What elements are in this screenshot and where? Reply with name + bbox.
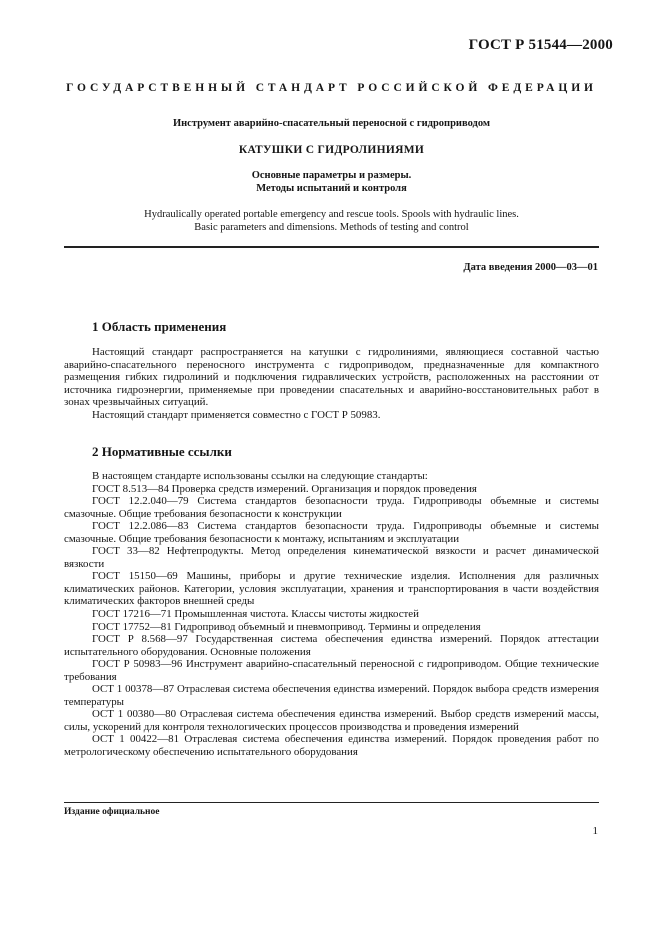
reference-item: ГОСТ Р 50983—96 Инструмент аварийно-спасательный переносной с гидроприводом. Общие технические требования <box>64 658 599 683</box>
reference-item: ГОСТ 17752—81 Гидропривод объемный и пневмопривод. Термины и определения <box>92 620 481 633</box>
page-number: 1 <box>592 825 598 837</box>
english-title-line: Hydraulically operated portable emergency and rescue tools. Spools with hydraulic lines. <box>144 209 519 220</box>
reference-item: ОСТ 1 00378—87 Отраслевая система обеспечения единства измерений. Порядок выбора средств измерения температуры <box>64 683 599 708</box>
paragraph: Настоящий стандарт применяется совместно с ГОСТ Р 50983. <box>92 408 381 421</box>
paragraph: Настоящий стандарт распространяется на катушки с гидролиниями, являющиеся составной частью аварийно-спасательного переносного инструмента с гидроприводом, предназначенные для компактного размещения гибких гидролиний и подключения гидравлических устройств, расположенных на расстоянии от источника гидроэнергии, применяемые при проведении спасательных и аварийно-восстановительных работ в зонах чрезвычайных ситуаций. <box>64 346 599 409</box>
reference-item: ГОСТ 8.513—84 Проверка средств измерений. Организация и порядок проведения <box>92 482 477 495</box>
section-2-heading: 2 Нормативные ссылки <box>92 444 232 459</box>
reference-item: ОСТ 1 00422—81 Отраслевая система обеспечения единства измерений. Порядок проведения работ по метрологическому обеспечению испытательного оборудования <box>64 733 599 759</box>
footer-divider <box>64 802 599 803</box>
reference-item: ОСТ 1 00380—80 Отраслевая система обеспечения единства измерений. Выбор средств измерений массы, силы, ускорений для контроля технологических процессов производства и проведения измерений <box>64 708 599 733</box>
document-subtitle <box>64 169 599 195</box>
english-title-line: Basic parameters and dimensions. Methods of testing and control <box>194 221 469 233</box>
subtitle-line: Методы испытаний и контроля <box>256 183 407 194</box>
section-2-body <box>64 470 599 759</box>
organization-line: ГОСУДАРСТВЕННЫЙ СТАНДАРТ РОССИЙСКОЙ ФЕДЕРАЦИИ <box>66 82 597 94</box>
english-title <box>64 209 599 234</box>
official-edition-label: Издание официальное <box>64 807 160 817</box>
section-1-body <box>64 346 599 421</box>
reference-item: ГОСТ 17216—71 Промышленная чистота. Классы чистоты жидкостей <box>92 608 419 621</box>
reference-item: ГОСТ 33—82 Нефтепродукты. Метод определения кинематической вязкости и расчет динамической вязкости <box>64 545 599 570</box>
document-code: ГОСТ Р 51544—2000 <box>468 37 613 53</box>
reference-item: ГОСТ 15150—69 Машины, приборы и другие технические изделия. Исполнения для различных климатических районов. Категории, условия эксплуатации, хранения и транспортирования в части воздействия климатических факторов внешней среды <box>64 570 599 608</box>
document-subject: Инструмент аварийно-спасательный переносной с гидроприводом <box>172 118 491 129</box>
subtitle-line: Основные параметры и размеры. <box>251 170 412 181</box>
section-1-heading: 1 Область применения <box>92 319 227 334</box>
reference-item: ГОСТ 12.2.040—79 Система стандартов безопасности труда. Гидроприводы объемные и системы смазочные. Общие требования безопасности к конструкции <box>64 495 599 520</box>
header-divider <box>64 246 599 248</box>
reference-item: ГОСТ 12.2.086—83 Система стандартов безопасности труда. Гидроприводы объемные и системы смазочные. Общие требования безопасности к монтажу, испытаниям и эксплуатации <box>64 520 599 545</box>
reference-item: ГОСТ Р 8.568—97 Государственная система обеспечения единства измерений. Порядок аттестации испытательного оборудования. Основные положения <box>64 633 599 658</box>
document-title: КАТУШКИ С ГИДРОЛИНИЯМИ <box>238 144 425 156</box>
paragraph: В настоящем стандарте использованы ссылки на следующие стандарты: <box>92 470 428 482</box>
introduction-date: Дата введения 2000—03—01 <box>463 262 598 273</box>
